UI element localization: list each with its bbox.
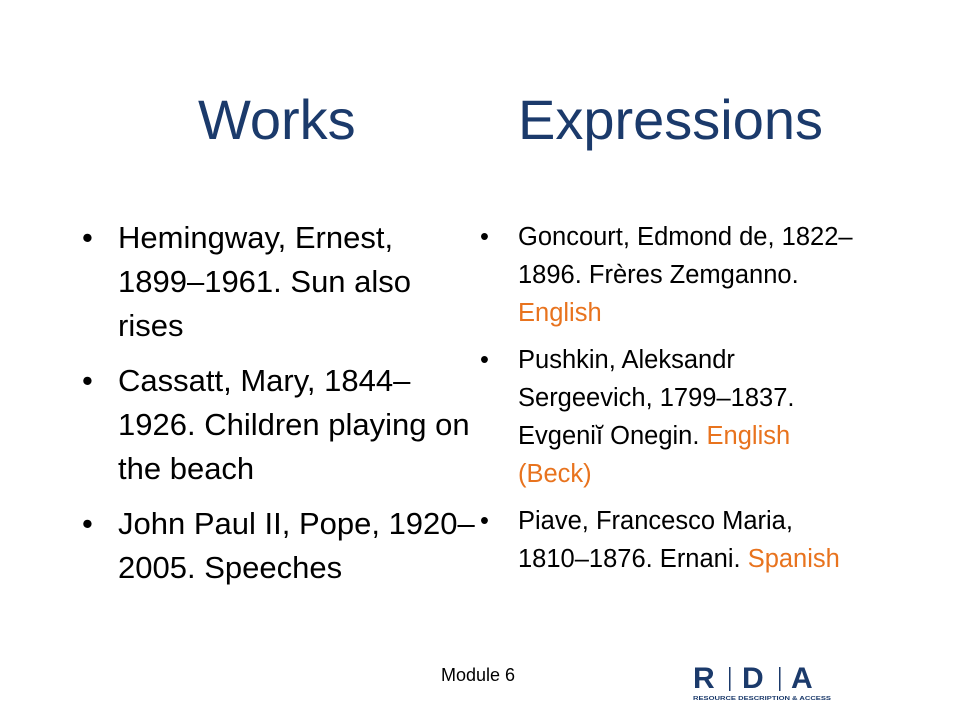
expressions-heading: Expressions xyxy=(518,88,824,151)
works-item xyxy=(82,359,478,491)
works-item-text: Cassatt, Mary, 1844–1926. Children playing on the beach xyxy=(118,363,470,486)
expressions-item-language: English (Beck) xyxy=(518,422,791,488)
logo-letter-a: A xyxy=(791,662,813,695)
expressions-item-text: Goncourt, Edmond de, 1822–1896. Frères Zemganno. xyxy=(518,223,853,289)
bullet-icon: • xyxy=(82,363,93,398)
expressions-item-text: Pushkin, Aleksandr Sergeevich, 1799–1837. Evgeniĭ Onegin. xyxy=(518,346,795,450)
bullet-icon: • xyxy=(480,346,489,374)
works-item-text: John Paul II, Pope, 1920–2005. Speeches xyxy=(118,506,475,585)
bullet-icon: • xyxy=(82,220,93,255)
bullet-icon: • xyxy=(480,223,489,251)
expressions-item-language: Spanish xyxy=(747,545,840,573)
expressions-item xyxy=(480,502,868,578)
expressions-item-language: English xyxy=(518,299,602,327)
expressions-item xyxy=(480,218,868,332)
logo-tagline: RESOURCE DESCRIPTION & ACCESS xyxy=(693,696,832,702)
bullet-icon: • xyxy=(82,506,93,541)
works-item xyxy=(82,216,478,348)
works-item xyxy=(82,502,478,590)
logo-divider xyxy=(779,667,781,691)
module-label: Module 6 xyxy=(441,665,516,685)
expressions-list xyxy=(480,218,868,587)
logo-divider xyxy=(729,667,731,691)
expressions-item-text: Piave, Francesco Maria, 1810–1876. Ernani. xyxy=(518,507,793,573)
logo-letter-d: D xyxy=(742,662,764,695)
works-list xyxy=(82,216,478,601)
works-heading: Works xyxy=(198,88,356,151)
bullet-icon: • xyxy=(480,507,489,535)
expressions-item xyxy=(480,341,868,493)
works-item-text: Hemingway, Ernest, 1899–1961. Sun also rises xyxy=(118,220,412,343)
logo-letter-r: R xyxy=(693,662,715,695)
rda-logo xyxy=(693,662,833,702)
